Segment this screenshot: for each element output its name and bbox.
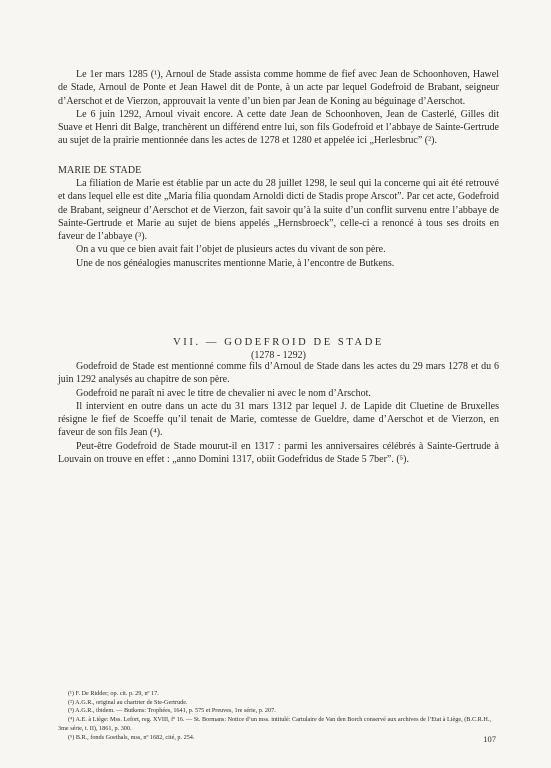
paragraph: Godefroid ne paraît ni avec le titre de chevalier ni avec le nom d’Arschot. <box>76 387 371 399</box>
page-number: 107 <box>483 734 496 744</box>
paragraph: Godefroid de Stade est mentionné comme fils d’Arnoul de Stade dans les actes du 29 mars 1278 et du 6 juin 1292 analysés au chapitre de son père. <box>58 361 499 386</box>
paragraph: La filiation de Marie est établie par un acte du 28 juillet 1298, le seul qui la concerne qui ait été retrouvé et dans lequel elle est dite „Maria filia quondam Arnoldi dicti de Stadis prope Arscot”. Par cet acte, Godefroid de Brabant, seigneur d’Aerschot et de Vierzon, fait savoir qu’à la suite d’un conflit survenu entre l’abbaye de Sainte-Gertrude et Marie au sujet de biens appelés „Hernsbroeck”, celle-ci a renoncé à tous ses droits en faveur de l’abbaye (³). <box>58 178 499 243</box>
chapter-heading: VII. — GODEFROID DE STADE <box>173 337 384 348</box>
marie-section <box>58 164 499 270</box>
section-heading: MARIE DE STADE <box>58 165 142 176</box>
paragraph: Il intervient en outre dans un acte du 31 mars 1312 par lequel J. de Lapide dit Cluetine de Bruxelles résigne le fief de Scoeffe qu’il tenait de Marie, comtesse de Gueldre, dame d’Aerschot et de Vierzon, en faveur de son fils Jean (⁴). <box>58 400 499 439</box>
paragraph: Le 6 juin 1292, Arnoul vivait encore. A cette date Jean de Schoonhoven, Jean de Casterlé, Gilles dit Suave et Henri dit Balge, tranchèrent un différend entre lui, son fils Godefroid et l’abbaye de Sainte-Gertrude au sujet de la prairie mentionnée dans les actes de 1278 et 1280 et appelée ici „Herlesbruc” (²). <box>58 108 499 147</box>
chapter-title <box>58 336 499 362</box>
footnotes <box>58 690 503 742</box>
chapter-years: (1278 - 1292) <box>251 350 306 361</box>
paragraph: Le 1er mars 1285 (¹), Arnoul de Stade assista comme homme de fief avec Jean de Schoonhoven, Hawel de Stade, Arnoul de Ponte et Jean Hawel dit de Ponte, à un acte par lequel Godefroid de Brabant, seigneur d’Aerschot et de Vierzon, approuvait la vente d’un bien par Jean de Koning au béguinage d’Aerschot. <box>58 69 499 107</box>
paragraph: Peut-être Godefroid de Stade mourut-il en 1317 : parmi les anniversaires célébrés à Sainte-Gertrude à Louvain on trouve en effet : „anno Domini 1317, obiit Godefridus de Stade 5 7ber”. (⁵). <box>58 440 499 466</box>
chapter-text-block <box>58 360 499 466</box>
footnote: (⁵) B.R., fonds Goethals, mss, nº 1682, cité, p. 254. <box>68 733 195 741</box>
footnote: (⁴) A.E. à Liège: Mss. Lefort, reg. XVIII, fº 16. — St. Bormans: Notice d’un mss. intitulé: Cartulaire de Van den Borch conservé aux archives de l’Etat à Liège, (B.C.R.H., 3me série, t. II), 1861, p. 300. <box>58 716 491 732</box>
footnote: (²) A.G.R., original au chartrier de Ste-Gertrude. <box>68 698 188 706</box>
intro-text-block <box>58 68 499 148</box>
footnote: (¹) F. De Ridder; op. cit. p. 29, nº 17. <box>68 690 159 697</box>
paragraph: On a vu que ce bien avait fait l’objet de plusieurs actes du vivant de son père. <box>76 244 386 256</box>
paragraph: Une de nos généalogies manuscrites mentionne Marie, à l’encontre de Butkens. <box>76 257 395 269</box>
footnote: (³) A.G.R., ibidem. — Butkens: Trophées, 1641, p. 575 et Preuves, 1re série, p. 207. <box>68 707 276 715</box>
